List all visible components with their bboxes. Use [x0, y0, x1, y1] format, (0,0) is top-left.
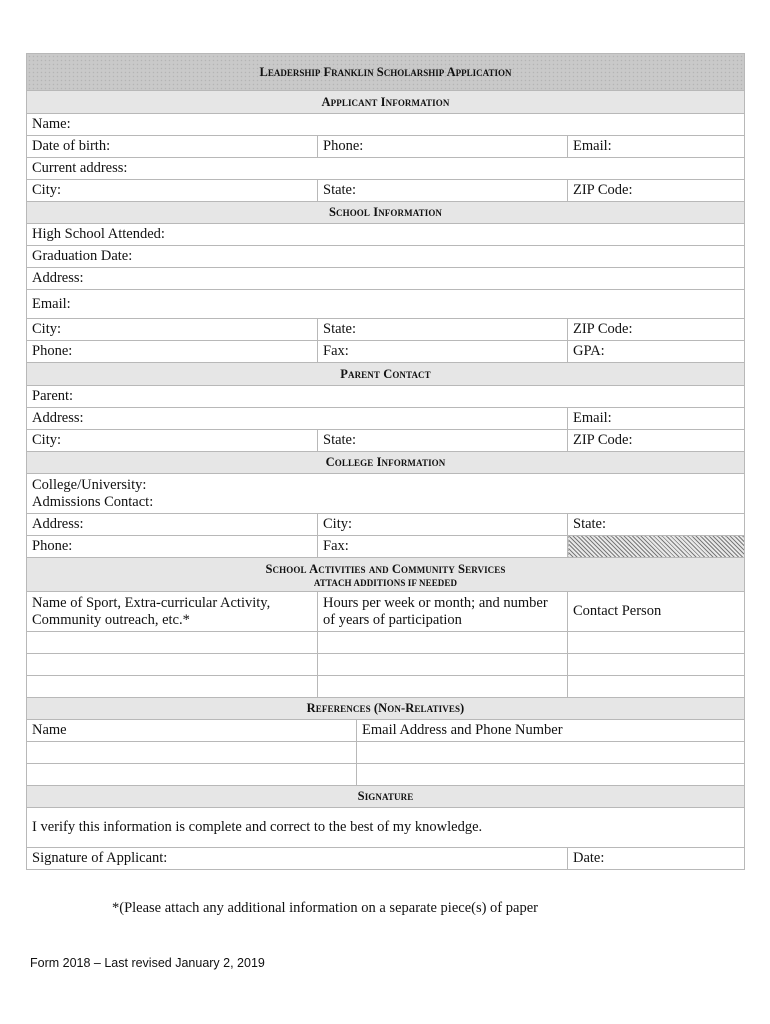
activity-col-line1: Name of Sport, Extra-curricular Activity, [32, 594, 271, 611]
activity-row [27, 654, 745, 676]
school-attended-field[interactable]: High School Attended: [27, 224, 745, 246]
parent-section-header: Parent Contact [27, 363, 745, 386]
activity-row [27, 676, 745, 698]
college-city-field[interactable]: City: [318, 514, 568, 536]
college-section-header: College Information [27, 452, 745, 474]
college-state-field[interactable]: State: [568, 514, 745, 536]
contact-cell[interactable] [568, 632, 745, 654]
form-revision-footer: Form 2018 – Last revised January 2, 2019 [30, 956, 265, 970]
application-form [26, 53, 744, 870]
form-title: Leadership Franklin Scholarship Application [27, 54, 745, 91]
contact-cell[interactable] [568, 676, 745, 698]
college-address-field[interactable]: Address: [27, 514, 318, 536]
activities-col-activity [27, 592, 318, 632]
references-section-header: References (Non-Relatives) [27, 698, 745, 720]
signature-section-header: Signature [27, 786, 745, 808]
admissions-contact-label: Admissions Contact: [32, 493, 154, 510]
contact-cell[interactable] [568, 654, 745, 676]
date-field[interactable]: Date: [568, 848, 745, 870]
applicant-zip-field[interactable]: ZIP Code: [568, 180, 745, 202]
activity-cell[interactable] [27, 654, 318, 676]
hours-cell[interactable] [318, 632, 568, 654]
reference-contact-cell[interactable] [357, 764, 745, 786]
applicant-address-field[interactable]: Current address: [27, 158, 745, 180]
activities-section-header [27, 558, 745, 592]
activity-col-line2: Community outreach, etc.* [32, 611, 190, 628]
activities-header-subtitle: ATTACH ADDITIONS IF NEEDED [313, 578, 458, 588]
hours-col-line1: Hours per week or month; and number [323, 594, 548, 611]
parent-city-field[interactable]: City: [27, 430, 318, 452]
applicant-email-field[interactable]: Email: [568, 136, 745, 158]
reference-name-cell[interactable] [27, 742, 357, 764]
parent-zip-field[interactable]: ZIP Code: [568, 430, 745, 452]
parent-state-field[interactable]: State: [318, 430, 568, 452]
verify-statement: I verify this information is complete and correct to the best of my knowledge. [27, 808, 745, 848]
applicant-city-field[interactable]: City: [27, 180, 318, 202]
school-address-field[interactable]: Address: [27, 268, 745, 290]
applicant-phone-field[interactable]: Phone: [318, 136, 568, 158]
reference-name-cell[interactable] [27, 764, 357, 786]
college-university-label: College/University: [32, 476, 147, 493]
activity-row [27, 632, 745, 654]
shaded-cell [568, 536, 745, 558]
school-gpa-field[interactable]: GPA: [568, 341, 745, 363]
applicant-state-field[interactable]: State: [318, 180, 568, 202]
college-phone-field[interactable]: Phone: [27, 536, 318, 558]
school-graduation-field[interactable]: Graduation Date: [27, 246, 745, 268]
school-email-field[interactable]: Email: [27, 290, 745, 319]
school-phone-field[interactable]: Phone: [27, 341, 318, 363]
activity-cell[interactable] [27, 632, 318, 654]
applicant-name-field[interactable]: Name: [27, 114, 745, 136]
parent-address-field[interactable]: Address: [27, 408, 568, 430]
school-state-field[interactable]: State: [318, 319, 568, 341]
parent-name-field[interactable]: Parent: [27, 386, 745, 408]
reference-row [27, 764, 745, 786]
college-contact-field[interactable] [27, 474, 745, 514]
school-zip-field[interactable]: ZIP Code: [568, 319, 745, 341]
college-fax-field[interactable]: Fax: [318, 536, 568, 558]
reference-contact-cell[interactable] [357, 742, 745, 764]
activities-header-title: School Activities and Community Services [265, 562, 506, 576]
school-section-header: School Information [27, 202, 745, 224]
applicant-dob-field[interactable]: Date of birth: [27, 136, 318, 158]
activity-cell[interactable] [27, 676, 318, 698]
parent-email-field[interactable]: Email: [568, 408, 745, 430]
form-table [26, 53, 745, 870]
school-city-field[interactable]: City: [27, 319, 318, 341]
school-fax-field[interactable]: Fax: [318, 341, 568, 363]
hours-cell[interactable] [318, 654, 568, 676]
reference-row [27, 742, 745, 764]
references-col-contact: Email Address and Phone Number [357, 720, 745, 742]
hours-cell[interactable] [318, 676, 568, 698]
activities-col-hours [318, 592, 568, 632]
references-col-name: Name [27, 720, 357, 742]
applicant-section-header: Applicant Information [27, 91, 745, 114]
hours-col-line2: of years of participation [323, 611, 462, 628]
footnote: *(Please attach any additional information on a separate piece(s) of paper [112, 900, 538, 916]
signature-field[interactable]: Signature of Applicant: [27, 848, 568, 870]
activities-col-contact: Contact Person [568, 592, 745, 632]
